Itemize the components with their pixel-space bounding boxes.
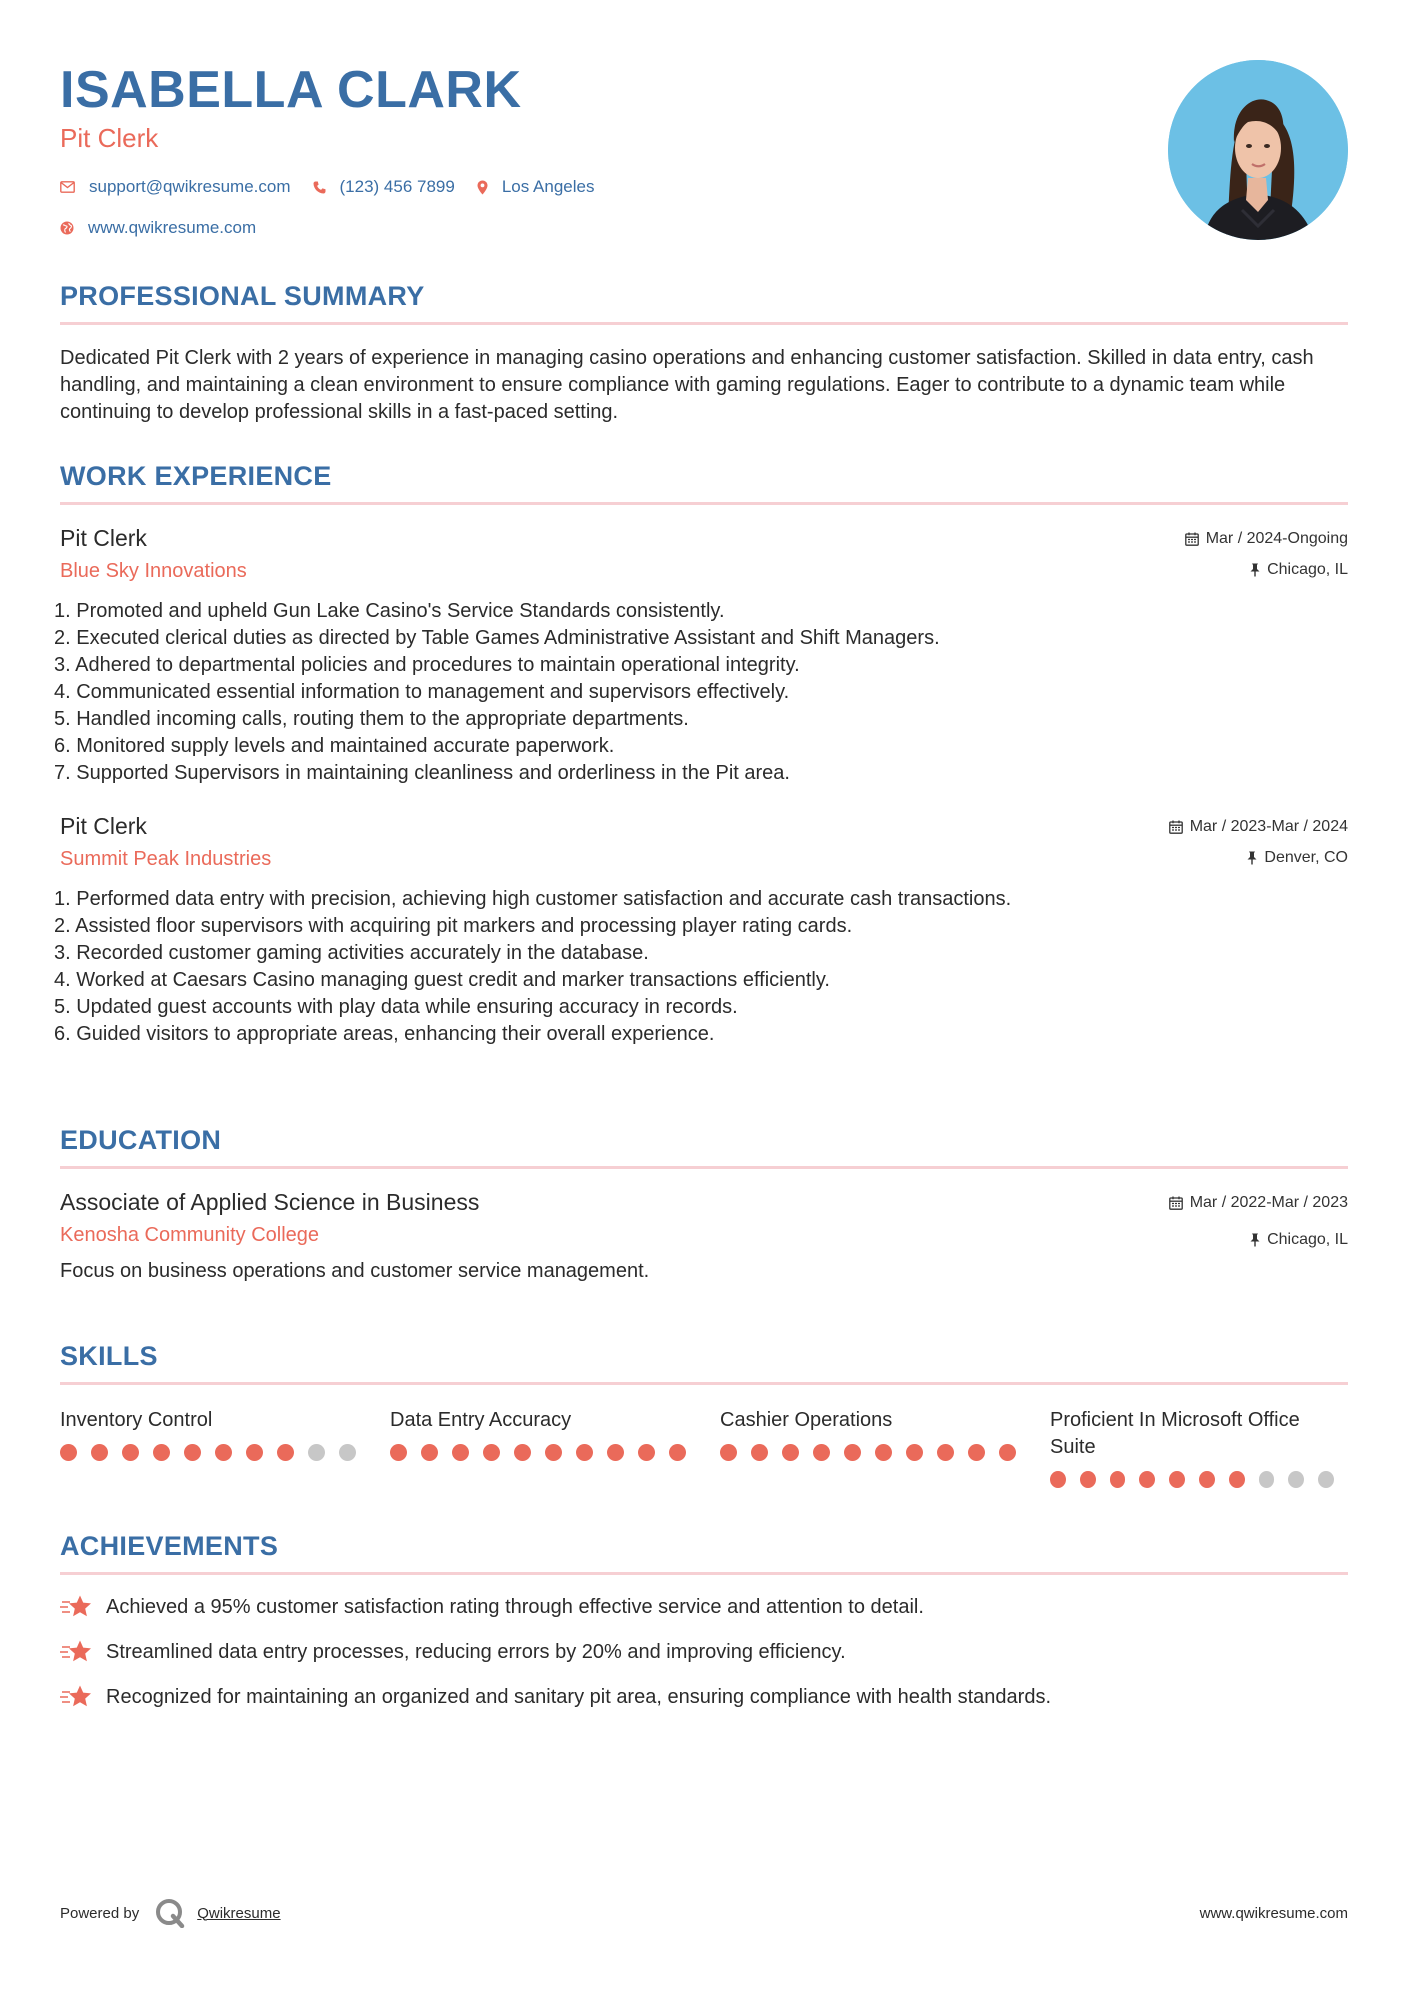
rating-dot-filled bbox=[153, 1444, 170, 1461]
list-item: 3. Adhered to departmental policies and procedures to maintain operational integrity. bbox=[54, 654, 800, 676]
rating-dot-filled bbox=[751, 1444, 768, 1461]
contact-row-primary bbox=[60, 176, 1060, 198]
skills-grid bbox=[60, 1407, 1348, 1488]
rating-dot-filled bbox=[60, 1444, 77, 1461]
list-item bbox=[60, 1683, 1348, 1711]
rating-dot-filled bbox=[576, 1444, 593, 1461]
contact-location bbox=[477, 177, 595, 197]
calendar-icon bbox=[1185, 532, 1199, 546]
summary-section bbox=[60, 280, 1348, 426]
job-entry bbox=[54, 811, 1348, 1048]
rating-dot-filled bbox=[813, 1444, 830, 1461]
job-company: Summit Peak Industries bbox=[60, 848, 272, 870]
list-item bbox=[60, 1638, 1348, 1666]
skill-rating bbox=[60, 1444, 390, 1461]
job-dates bbox=[1169, 817, 1348, 837]
rating-dot-filled bbox=[607, 1444, 624, 1461]
achievement-text: Recognized for maintaining an organized and sanitary pit area, ensuring compliance with health standards. bbox=[106, 1685, 1052, 1708]
rating-dot-filled bbox=[906, 1444, 923, 1461]
job-bullets bbox=[54, 598, 1348, 787]
section-divider bbox=[60, 1382, 1348, 1385]
list-item: 3. Recorded customer gaming activities accurately in the database. bbox=[54, 942, 649, 964]
skill-item bbox=[720, 1407, 1050, 1488]
job-meta bbox=[1169, 817, 1348, 868]
rating-dot-filled bbox=[720, 1444, 737, 1461]
skill-rating bbox=[720, 1444, 1050, 1461]
rating-dot-filled bbox=[545, 1444, 562, 1461]
education-meta bbox=[1169, 1193, 1348, 1250]
skill-item bbox=[60, 1407, 390, 1488]
rating-dot-filled bbox=[875, 1444, 892, 1461]
calendar-icon bbox=[1169, 820, 1183, 834]
job-location-text: Denver, CO bbox=[1264, 849, 1348, 866]
rating-dot-filled bbox=[122, 1444, 139, 1461]
education-dates bbox=[1169, 1193, 1348, 1213]
rating-dot-filled bbox=[844, 1444, 861, 1461]
education-section bbox=[60, 1124, 1348, 1284]
website-text: www.qwikresume.com bbox=[88, 218, 257, 237]
skill-name: Proficient In Microsoft Office Suite bbox=[1050, 1409, 1300, 1458]
education-location bbox=[1169, 1230, 1348, 1250]
list-item: 1. Performed data entry with precision, achieving high customer satisfaction and accurate cash transactions. bbox=[54, 888, 1012, 910]
job-company: Blue Sky Innovations bbox=[60, 560, 247, 582]
rating-dot-filled bbox=[277, 1444, 294, 1461]
skills-heading: SKILLS bbox=[60, 1341, 158, 1371]
footer-website-link[interactable]: www.qwikresume.com bbox=[1199, 1904, 1348, 1922]
phone-text: (123) 456 7899 bbox=[339, 177, 455, 196]
rating-dot-filled bbox=[1110, 1471, 1126, 1488]
rating-dot-empty bbox=[1318, 1471, 1334, 1488]
pushpin-icon bbox=[1247, 851, 1257, 865]
list-item: 6. Guided visitors to appropriate areas, enhancing their overall experience. bbox=[54, 1023, 715, 1045]
contact-email[interactable] bbox=[60, 177, 291, 197]
list-item: 1. Promoted and upheld Gun Lake Casino's Service Standards consistently. bbox=[54, 600, 725, 622]
section-divider bbox=[60, 1166, 1348, 1169]
job-dates-text: Mar / 2023-Mar / 2024 bbox=[1189, 818, 1348, 835]
list-item: 2. Assisted floor supervisors with acquiring pit markers and processing player rating cards. bbox=[54, 915, 853, 937]
job-location-text: Chicago, IL bbox=[1267, 561, 1348, 578]
phone-icon bbox=[313, 181, 326, 194]
profile-photo bbox=[1168, 60, 1348, 240]
job-dates-text: Mar / 2024-Ongoing bbox=[1205, 530, 1348, 547]
summary-heading: PROFESSIONAL SUMMARY bbox=[60, 281, 425, 311]
avatar-icon bbox=[1168, 60, 1348, 240]
qwikresume-logo-icon bbox=[155, 1898, 185, 1928]
location-text: Los Angeles bbox=[501, 177, 595, 196]
rating-dot-filled bbox=[782, 1444, 799, 1461]
skills-section bbox=[60, 1340, 1348, 1488]
contact-row-secondary bbox=[60, 217, 1060, 239]
skill-rating bbox=[390, 1444, 720, 1461]
rating-dot-empty bbox=[1288, 1471, 1304, 1488]
list-item: 5. Updated guest accounts with play data while ensuring accuracy in records. bbox=[54, 996, 738, 1018]
star-icon bbox=[60, 1684, 94, 1710]
pushpin-icon bbox=[1250, 1233, 1260, 1247]
star-icon bbox=[60, 1594, 94, 1620]
education-heading: EDUCATION bbox=[60, 1125, 222, 1155]
achievement-text: Streamlined data entry processes, reducing errors by 20% and improving efficiency. bbox=[106, 1640, 846, 1663]
rating-dot-filled bbox=[390, 1444, 407, 1461]
calendar-icon bbox=[1169, 1196, 1183, 1210]
summary-text: Dedicated Pit Clerk with 2 years of experience in managing casino operations and enhancing customer satisfaction. Skilled in data entry, cash handling, and maintaining a clean environment to ensure compliance with gaming regulations. Eager to contribute to a dynamic team while continuing to develop professional skills in a fast-paced setting. bbox=[60, 347, 1314, 423]
rating-dot-filled bbox=[638, 1444, 655, 1461]
rating-dot-filled bbox=[937, 1444, 954, 1461]
email-text: support@qwikresume.com bbox=[89, 177, 291, 196]
school-name: Kenosha Community College bbox=[60, 1224, 320, 1246]
rating-dot-empty bbox=[1259, 1471, 1275, 1488]
skill-name: Inventory Control bbox=[60, 1409, 213, 1431]
rating-dot-filled bbox=[184, 1444, 201, 1461]
education-description: Focus on business operations and customer service management. bbox=[60, 1260, 650, 1282]
education-dates-text: Mar / 2022-Mar / 2023 bbox=[1189, 1194, 1348, 1211]
job-entry bbox=[54, 523, 1348, 787]
job-location bbox=[1185, 560, 1348, 580]
powered-by-label: Powered by bbox=[60, 1904, 140, 1922]
list-item bbox=[60, 1593, 1348, 1621]
list-item: 4. Worked at Caesars Casino managing guest credit and marker transactions efficiently. bbox=[54, 969, 830, 991]
achievement-text: Achieved a 95% customer satisfaction rating through effective service and attention to detail. bbox=[106, 1595, 924, 1618]
rating-dot-filled bbox=[246, 1444, 263, 1461]
achievements-section bbox=[60, 1530, 1348, 1711]
brand-link[interactable]: Qwikresume bbox=[197, 1904, 281, 1922]
rating-dot-filled bbox=[514, 1444, 531, 1461]
rating-dot-filled bbox=[999, 1444, 1016, 1461]
achievements-list bbox=[60, 1593, 1348, 1711]
job-location bbox=[1169, 848, 1348, 868]
experience-heading: WORK EXPERIENCE bbox=[60, 461, 332, 491]
contact-phone[interactable] bbox=[313, 177, 455, 197]
experience-section bbox=[54, 460, 1348, 1048]
rating-dot-filled bbox=[1139, 1471, 1155, 1488]
rating-dot-filled bbox=[1229, 1471, 1245, 1488]
location-pin-icon bbox=[477, 180, 488, 195]
pushpin-icon bbox=[1250, 563, 1260, 577]
section-divider bbox=[60, 322, 1348, 325]
section-divider bbox=[60, 502, 1348, 505]
resume-header bbox=[60, 60, 1060, 239]
job-title: Pit Clerk bbox=[60, 813, 147, 839]
education-entry bbox=[60, 1187, 1348, 1284]
job-meta bbox=[1185, 529, 1348, 580]
list-item: 7. Supported Supervisors in maintaining cleanliness and orderliness in the Pit area. bbox=[54, 762, 790, 784]
skill-rating bbox=[1050, 1471, 1348, 1488]
skill-name: Data Entry Accuracy bbox=[390, 1409, 572, 1431]
rating-dot-filled bbox=[1169, 1471, 1185, 1488]
star-icon bbox=[60, 1639, 94, 1665]
rating-dot-filled bbox=[968, 1444, 985, 1461]
job-dates bbox=[1185, 529, 1348, 549]
rating-dot-filled bbox=[91, 1444, 108, 1461]
powered-by bbox=[60, 1898, 281, 1928]
page-footer bbox=[60, 1898, 1348, 1928]
candidate-name: ISABELLA CLARK bbox=[60, 61, 522, 119]
email-icon bbox=[60, 181, 75, 193]
rating-dot-filled bbox=[421, 1444, 438, 1461]
rating-dot-filled bbox=[1080, 1471, 1096, 1488]
rating-dot-filled bbox=[483, 1444, 500, 1461]
contact-website[interactable] bbox=[60, 218, 256, 238]
skill-item bbox=[1050, 1407, 1348, 1488]
section-divider bbox=[60, 1572, 1348, 1575]
rating-dot-filled bbox=[452, 1444, 469, 1461]
achievements-heading: ACHIEVEMENTS bbox=[60, 1531, 279, 1561]
rating-dot-filled bbox=[215, 1444, 232, 1461]
list-item: 5. Handled incoming calls, routing them to the appropriate departments. bbox=[54, 708, 689, 730]
skill-name: Cashier Operations bbox=[720, 1409, 893, 1431]
rating-dot-filled bbox=[1199, 1471, 1215, 1488]
skill-item bbox=[390, 1407, 720, 1488]
rating-dot-filled bbox=[669, 1444, 686, 1461]
rating-dot-empty bbox=[308, 1444, 325, 1461]
education-location-text: Chicago, IL bbox=[1267, 1231, 1348, 1248]
list-item: 4. Communicated essential information to management and supervisors effectively. bbox=[54, 681, 790, 703]
degree-title: Associate of Applied Science in Business bbox=[60, 1189, 480, 1215]
list-item: 6. Monitored supply levels and maintained accurate paperwork. bbox=[54, 735, 615, 757]
globe-icon bbox=[60, 221, 74, 235]
job-bullets bbox=[54, 886, 1348, 1048]
rating-dot-empty bbox=[339, 1444, 356, 1461]
job-title: Pit Clerk bbox=[60, 525, 147, 551]
candidate-title: Pit Clerk bbox=[60, 123, 159, 153]
list-item: 2. Executed clerical duties as directed by Table Games Administrative Assistant and Shift Managers. bbox=[54, 627, 940, 649]
rating-dot-filled bbox=[1050, 1471, 1066, 1488]
